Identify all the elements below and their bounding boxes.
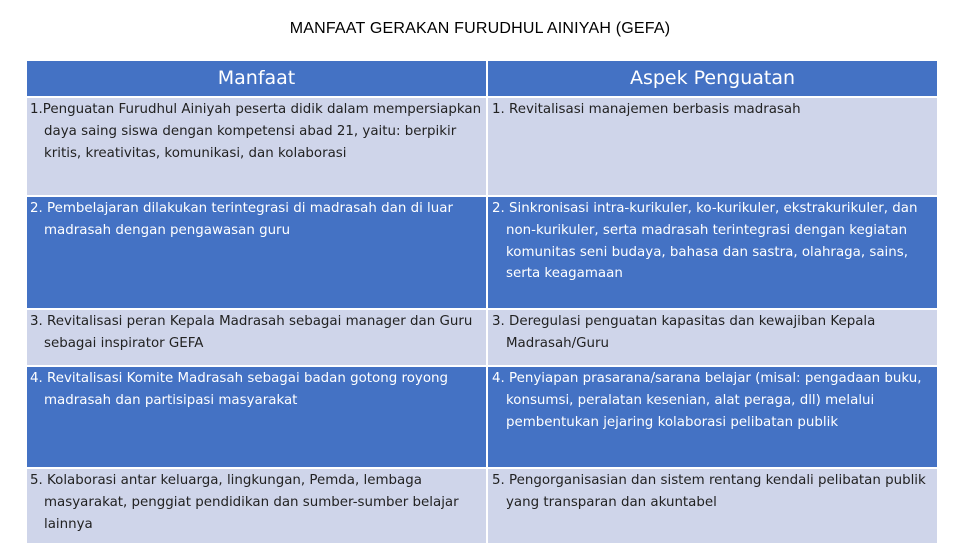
- row-5-aspek: [488, 469, 937, 543]
- row-1-manfaat: [27, 98, 486, 195]
- row-1-aspek: [488, 98, 937, 195]
- row-2-aspek-text: 2. Sinkronisasi intra-kurikuler, ko-kurikuler, ekstrakurikuler, dan non-kurikuler, serta madrasah terintegrasi dengan kegiatan komunitas seni budaya, bahasa dan sastra, olahraga, sains, serta keagamaan: [492, 201, 918, 282]
- row-3-manfaat-text: 3. Revitalisasi peran Kepala Madrasah sebagai manager dan Guru sebagai inspirator GEFA: [30, 314, 473, 351]
- row-4-manfaat-text: 4. Revitalisasi Komite Madrasah sebagai badan gotong royong madrasah dan partisipasi masyarakat: [30, 371, 449, 408]
- row-2-manfaat: [27, 197, 486, 308]
- header-manfaat: Manfaat: [27, 61, 486, 96]
- row-4-manfaat: [27, 367, 486, 467]
- row-5-manfaat-text: 5. Kolaborasi antar keluarga, lingkungan, Pemda, lembaga masyarakat, penggiat pendidikan dan sumber-sumber belajar lainnya: [30, 473, 459, 532]
- row-2-aspek: [488, 197, 937, 308]
- page-title: MANFAAT GERAKAN FURUDHUL AINIYAH (GEFA): [289, 20, 671, 37]
- row-4-aspek: [488, 367, 937, 467]
- row-4-aspek-text: 4. Penyiapan prasarana/sarana belajar (misal: pengadaan buku, konsumsi, peralatan kesenian, alat peraga, dll) melalui pembentukan jejaring kolaborasi pelibatan publik: [492, 371, 922, 430]
- row-3-manfaat: [27, 310, 486, 365]
- row-3-aspek-text: 3. Deregulasi penguatan kapasitas dan kewajiban Kepala Madrasah/Guru: [492, 314, 876, 351]
- row-2-manfaat-text: 2. Pembelajaran dilakukan terintegrasi di madrasah dan di luar madrasah dengan pengawasan guru: [30, 201, 453, 238]
- row-5-manfaat: [27, 469, 486, 543]
- row-1-manfaat-text: 1.Penguatan Furudhul Ainiyah peserta didik dalam mempersiapkan daya saing siswa dengan kompetensi abad 21, yaitu: berpikir kritis, kreativitas, komunikasi, dan kolaborasi: [30, 102, 482, 161]
- row-3-aspek: [488, 310, 937, 365]
- row-5-aspek-text: 5. Pengorganisasian dan sistem rentang kendali pelibatan publik yang transparan dan akuntabel: [492, 473, 926, 510]
- gefa-table: [27, 61, 937, 543]
- row-1-aspek-text: 1. Revitalisasi manajemen berbasis madrasah: [492, 102, 801, 117]
- header-aspek-penguatan: Aspek Penguatan: [488, 61, 937, 96]
